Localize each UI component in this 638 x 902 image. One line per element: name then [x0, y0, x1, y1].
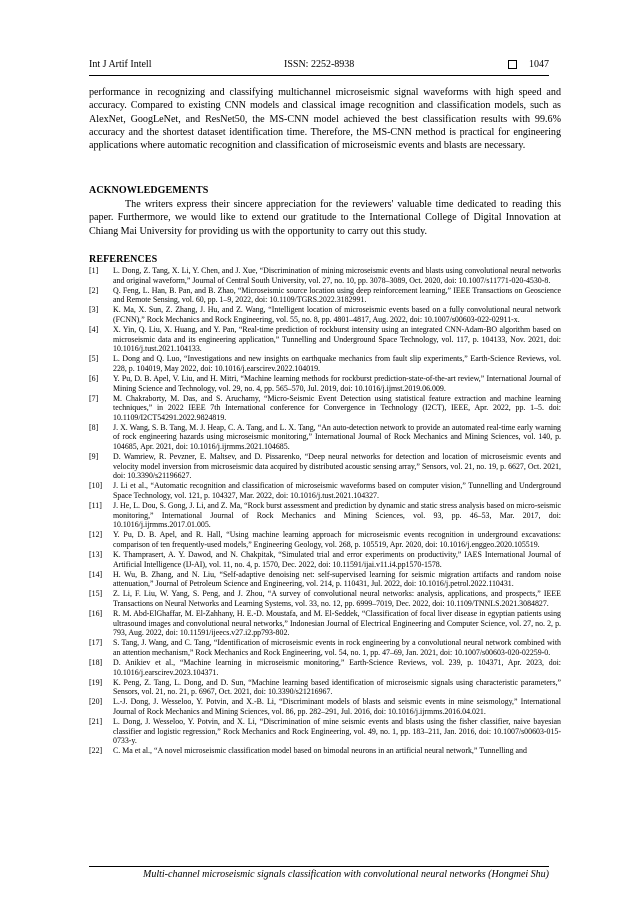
reference-item — [89, 394, 561, 423]
reference-text: Z. Li, F. Liu, W. Yang, S. Peng, and J. Zhou, “A survey of convolutional neural networks: analysis, applications, and prospects,” IEEE Transactions on Neural Networks and Learning Systems, vol. 33, no. 12, pp. 6999–7019, Dec. 2022, doi: 10.1109/TNNLS.2021.3084827. — [113, 589, 561, 608]
reference-text: H. Wu, B. Zhang, and N. Liu, “Self-adaptive denoising net: self-supervised learning for seismic migration artifacts and random noise attenuation,” Journal of Petroleum Science and Engineering, vol. 214, p. 110431, Jul. 2022, doi: 10.1016/j.petrol.2022.110431. — [113, 569, 561, 589]
reference-text: C. Ma et al., “A novel microseismic classification model based on bimodal neurons in an artificial neural network,” Tunnelling and — [113, 746, 527, 756]
reference-item — [89, 286, 561, 305]
reference-item — [89, 638, 561, 657]
reference-number: [17] — [89, 638, 103, 648]
reference-number: [22] — [89, 746, 103, 756]
reference-number: [13] — [89, 549, 103, 559]
reference-text: M. Chakraborty, M. Das, and S. Aruchamy, “Micro-Seismic Event Detection using statistical feature extraction and machine learning techniques,” in 2022 IEEE 7th International conference for Convergence in Technology (I2CT), IEEE, Apr. 2022, pp. 1–5. doi: 10.1109/I2CT54291.2022.9824819. — [113, 393, 561, 422]
reference-text: L. Dong, J. Wesseloo, Y. Potvin, and X. Li, “Discrimination of mine seismic events and blasts using the fisher classifier, naive bayesian classifier and logistic regression,” Rock Mechanics and Rock Engineering, vol. 49, no. 1, pp. 183–211, Jan. 2016, doi: 10.1007/s00603-015-0733-y. — [113, 717, 561, 746]
reference-item — [89, 746, 561, 756]
reference-number: [12] — [89, 530, 103, 540]
reference-number: [2] — [89, 285, 99, 295]
reference-text: K. Thamprasert, A. Y. Dawod, and N. Chakpitak, “Simulated trial and error experiments on productivity,” IAES International Journal of Artificial Intelligence (IJ-AI), vol. 11, no. 4, p. 1570, Dec. 2022, doi: 10.11591/ijai.v11.i4.pp1570-1578. — [113, 549, 561, 569]
conclusion-section — [89, 86, 561, 152]
reference-text: J. Li et al., “Automatic recognition and classification of microseismic waveforms based on computer vision,” Tunnelling and Underground Space Technology, vol. 121, p. 104327, Mar. 2022, doi: 10.1016/j.tust.2021.104327. — [113, 481, 561, 500]
reference-text: L. Dong and Q. Luo, “Investigations and new insights on earthquake mechanics from fault slip experiments,” Earth-Science Reviews, vol. 228, p. 104019, May 2022, doi: 10.1016/j.earscirev.2022.104019. — [113, 354, 561, 373]
reference-text: J. X. Wang, S. B. Tang, M. J. Heap, C. A. Tang, and L. X. Tang, “An auto-detection network to provide an automated real-time early warning of rock engineering hazards using microseismic monitoring,” International Journal of Rock Mechanics and Mining Sciences, vol. 140, p. 104685, Apr. 2021, doi: 10.1016/j.ijrmms.2021.104685. — [113, 422, 561, 451]
journal-name: Int J Artif Intell — [89, 59, 152, 70]
reference-number: [14] — [89, 569, 103, 579]
reference-text: K. Ma, X. Sun, Z. Zhang, J. Hu, and Z. Wang, “Intelligent location of microseismic events based on a fully convolutional neural network (FCNN),” Rock Mechanics and Rock Engineering, vol. 55, no. 8, pp. 4801–4817, Aug. 2022, doi: 10.1007/s00603-022-02911-x. — [113, 305, 561, 324]
reference-item — [89, 374, 561, 393]
reference-item — [89, 266, 561, 285]
reference-number: [19] — [89, 677, 103, 687]
reference-text: Y. Pu, D. B. Apel, and R. Hall, “Using machine learning approach for microseismic events recognition in underground excavations: comparison of ten frequently-used models,” Engineering Geology, vol. 268, p. 105519, Apr. 2020, doi: 10.1016/j.enggeo.2020.105519. — [113, 530, 561, 549]
header-rule — [89, 75, 549, 76]
references-list — [89, 266, 561, 756]
reference-number: [15] — [89, 589, 103, 599]
reference-text: D. Wamriew, R. Pevzner, E. Maltsev, and D. Pissarenko, “Deep neural networks for detection and location of microseismic events and velocity model inversion from microseismic data acquired by distributed acoustic sensing array,” Sensors, vol. 21, no. 19, p. 6627, Oct. 2021, doi: 10.3390/s21196627. — [113, 452, 561, 481]
reference-number: [4] — [89, 325, 99, 335]
reference-number: [16] — [89, 609, 103, 619]
reference-number: [10] — [89, 481, 103, 491]
reference-text: X. Yin, Q. Liu, X. Huang, and Y. Pan, “Real-time prediction of rockburst intensity using an integrated CNN-Adam-BO algorithm based on microseismic data and its engineering application,” Tunnelling and Underground Space Technology, vol. 117, p. 104133, Nov. 2021, doi: 10.1016/j.tust.2021.104133. — [113, 325, 561, 354]
reference-item — [89, 354, 561, 373]
reference-text: S. Tang, J. Wang, and C. Tang, “Identification of microseismic events in rock engineering by a convolutional neural network combined with an attention mechanism,” Rock Mechanics and Rock Engineering, vol. 54, no. 1, pp. 47–69, Jan. 2021, doi: 10.1007/s00603-020-02259-0. — [113, 638, 561, 657]
checkbox-square-icon — [508, 60, 517, 69]
references-heading-wrap — [89, 254, 561, 265]
reference-item — [89, 501, 561, 530]
reference-text: R. M. Abd-ElGhaffar, M. El-Zahhany, H. E.-D. Moustafa, and M. El-Seddek, “Classification of focal liver disease in egyptian patients using ultrasound images and convolutional neural networks,” Indonesian Journal of Electrical Engineering and Computer Science, vol. 27, no. 2, p. 793, Aug. 2022, doi: 10.11591/ijeecs.v27.i2.pp793-802. — [113, 609, 561, 638]
reference-number: [5] — [89, 354, 99, 364]
reference-item — [89, 609, 561, 638]
reference-item — [89, 697, 561, 716]
reference-text: Y. Pu, D. B. Apel, V. Liu, and H. Mitri, “Machine learning methods for rockburst prediction-state-of-the-art review,” International Journal of Mining Science and Technology, vol. 29, no. 4, pp. 565–570, Jul. 2019, doi: 10.1016/j.ijmst.2019.06.009. — [113, 373, 561, 393]
reference-item — [89, 530, 561, 549]
reference-number: [8] — [89, 422, 99, 432]
reference-number: [18] — [89, 657, 103, 667]
acknowledgements-heading: ACKNOWLEDGEMENTS — [89, 185, 209, 196]
reference-number: [11] — [89, 501, 102, 511]
reference-number: [7] — [89, 393, 99, 403]
reference-item — [89, 325, 561, 354]
reference-item — [89, 452, 561, 481]
reference-item — [89, 305, 561, 324]
reference-number: [3] — [89, 305, 99, 315]
reference-item — [89, 678, 561, 697]
reference-text: L.-J. Dong, J. Wesseloo, Y. Potvin, and X.-B. Li, “Discriminant models of blasts and seismic events in mine seismology,” International Journal of Rock Mechanics and Mining Sciences, vol. 86, pp. 282–291, Jul. 2016, doi: 10.1016/j.ijrmms.2016.04.021. — [113, 697, 561, 716]
conclusion-paragraph: performance in recognizing and classifying multichannel microseismic signal waveforms with high speed and accuracy. Compared to existing CNN models and classical image recognition and classification models, such as AlexNet, GoogLeNet, and ResNet50, the MS-CNN model achieved the best classification results with 99.6% accuracy and the shortest dataset identification time. Therefore, the MS-CNN method is practical for engineering applications where automatic recognition and classification of microseismic events and blasts are necessary. — [89, 87, 561, 152]
reference-item — [89, 717, 561, 746]
reference-text: K. Peng, Z. Tang, L. Dong, and D. Sun, “Machine learning based identification of microseismic signals using characteristic parameters,” Sensors, vol. 21, no. 21, p. 6967, Oct. 2021, doi: 10.3390/s21216967. — [113, 677, 561, 697]
page-number-group — [508, 59, 549, 70]
reference-item — [89, 589, 561, 608]
reference-number: [9] — [89, 452, 99, 462]
reference-number: [1] — [89, 266, 99, 275]
reference-number: [20] — [89, 697, 103, 707]
acknowledgements-paragraph: The writers express their sincere appreciation for the reviewers' valuable time dedicated to reading this paper. Furthermore, we would like to extend our gratitude to the International College of Digital Innovation at Chiang Mai University for providing us with the opportunity to carry out this study. — [89, 199, 561, 237]
reference-text: Q. Feng, L. Han, B. Pan, and B. Zhao, “Microseismic source location using deep reinforcement learning,” IEEE Transactions on Geoscience and Remote Sensing, vol. 60, pp. 1–9, 2022, doi: 10.1109/TGRS.2022.3182991. — [113, 285, 561, 305]
references-heading: REFERENCES — [89, 254, 158, 265]
reference-number: [6] — [89, 373, 99, 383]
reference-item — [89, 423, 561, 452]
reference-item — [89, 550, 561, 569]
page-header — [89, 59, 549, 75]
page-number: 1047 — [529, 59, 549, 70]
reference-text: D. Anikiev et al., “Machine learning in microseismic monitoring,” Earth-Science Reviews, vol. 239, p. 104371, Apr. 2023, doi: 10.1016/j.earscirev.2023.104371. — [113, 657, 561, 677]
issn: ISSN: 2252-8938 — [284, 59, 355, 70]
footer-rule — [89, 866, 549, 867]
running-footer: Multi-channel microseismic signals classification with convolutional neural networks (Hongmei Shu) — [143, 869, 549, 880]
acknowledgements-section — [89, 185, 561, 238]
reference-item — [89, 481, 561, 500]
reference-item — [89, 570, 561, 589]
reference-item — [89, 658, 561, 677]
reference-text: J. He, L. Dou, S. Gong, J. Li, and Z. Ma, “Rock burst assessment and prediction by dynamic and static stress analysis based on micro-seismic monitoring,” International Journal of Rock Mechanics and Mining Sciences, vol. 93, pp. 46–53, Mar. 2017, doi: 10.1016/j.ijrmms.2017.01.005. — [113, 501, 561, 530]
reference-text: L. Dong, Z. Tang, X. Li, Y. Chen, and J. Xue, “Discrimination of mining microseismic events and blasts using convolutional neural networks and original waveform,” Journal of Central South University, vol. 27, no. 10, pp. 3078–3089, Oct. 2020, doi: 10.1007/s11771-020-4530-8. — [113, 266, 561, 285]
reference-number: [21] — [89, 717, 103, 727]
